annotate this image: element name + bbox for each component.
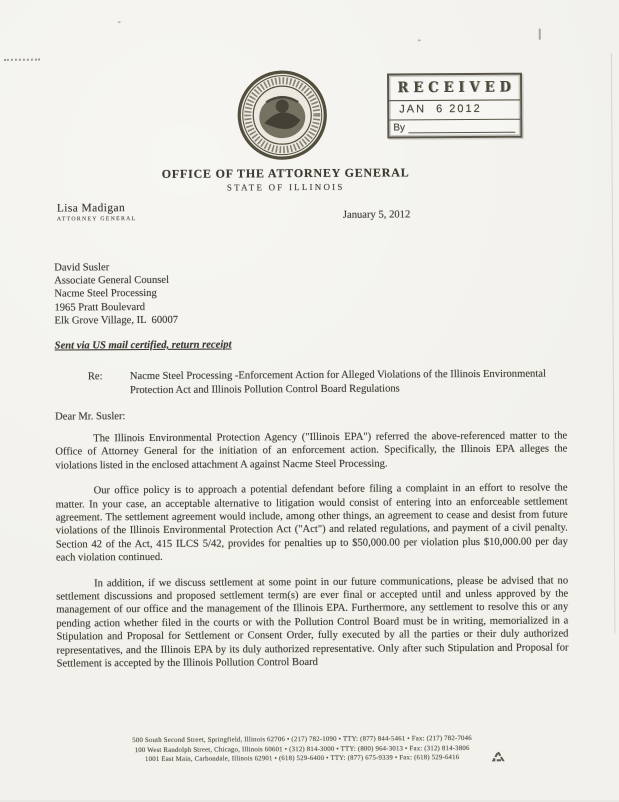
recipient-city-state-zip: Elk Grove Village, IL 60007 <box>54 314 179 327</box>
received-stamp-by-line <box>408 122 515 134</box>
attorney-general-name: Lisa Madigan <box>56 202 126 215</box>
received-stamp-word: RECEIVED <box>389 75 520 102</box>
attorney-general-title: ATTORNEY GENERAL <box>56 216 137 223</box>
received-stamp-by-label: By <box>393 122 406 134</box>
recipient-company: Nacme Steel Processing <box>54 288 157 300</box>
recipient-name: David Susler <box>54 262 110 274</box>
recipient-street: 1965 Pratt Boulevard <box>54 301 146 314</box>
paragraph-3: In addition, if we discuss settlement at some point in our future communications, please be advised that no settlement discussions and proposed settlement term(s) are ever final or accepted until and unless approved by the management of our office and the management of the Illinois EPA. Furthermore, any settlement to resolve this or any pending action whether filed in the courts or with the Pollution Control Board must be in writing, memorialized in a Stipulation and Proposal for Settlement or Consent Order, fully executed by all the parties or their duly authorized representatives, and the Illinois EPA by its duly authorized representative. Only after such Stipulation and Proposal for Settlement is accepted by the Illinois Pollution Control Board <box>56 575 569 670</box>
paragraph-1: The Illinois Environmental Protection Agency ("Illinois EPA") referred the above-referenced matter to the Office of Attorney General for the initiation of an enforcement action. Specifically, the Illinois EPA alleges the violations listed in the enclosed attachment A against Nacme Steel Processing. <box>55 430 568 472</box>
official-block <box>57 202 137 222</box>
received-stamp-by-row <box>389 120 520 137</box>
paragraph-2: Our office policy is to approach a potential defendant before filing a complaint in an effort to resolve the matter. In your case, an acceptable alternative to litigation would consist of entering into an enforceable settlement agreement. The settlement agreement would include, among other things, an agreement to cease and desist from future violations of the Illinois Environmental Protection Act ("Act") and related regulations, and payment of a civil penalty. Section 42 of the Act, 415 ILCS 5/42, provides for penalties up to $50,000.00 per violation plus $10,000.00 per day each violation continued. <box>55 482 568 564</box>
delivery-method-note: Sent via US mail certified, return receipt <box>54 339 232 352</box>
reference-line <box>55 367 566 397</box>
reference-label: Re: <box>87 371 103 383</box>
letter-body <box>55 429 569 683</box>
recycle-icon <box>491 750 505 762</box>
scan-artifact-dashes <box>4 59 40 61</box>
reference-text: Nacme Steel Processing -Enforcement Action for Alleged Violations of the Illinois Environmental Protection Act and Illinois Pollution Control Board Regulations <box>129 368 546 396</box>
footer-line-chicago: 100 West Randolph Street, Chicago, Illinois 60601 • (312) 814-3000 • TTY: (800) 964-3013 • Fax: (312) 814-3806 <box>134 744 470 754</box>
received-stamp <box>387 73 522 139</box>
scan-artifact-tick <box>539 29 541 40</box>
office-title: OFFICE OF THE ATTORNEY GENERAL <box>161 165 410 181</box>
salutation: Dear Mr. Susler: <box>55 411 126 423</box>
office-locations-footer <box>2 733 602 765</box>
scan-speck <box>118 21 121 23</box>
footer-line-carbondale: 1001 East Main, Carbondale, Illinois 62901 • (618) 529-6400 • TTY: (877) 675-9339 • Fax: (618) 529-6416 <box>145 754 460 764</box>
received-stamp-date: JAN 6 2012 <box>389 98 520 121</box>
footer-line-springfield: 500 South Second Street, Springfield, Illinois 62706 • (217) 782-1090 • TTY: (877) 844-5461 • Fax: (217) 782-7046 <box>132 735 472 745</box>
letter-date: January 5, 2012 <box>342 209 411 221</box>
illinois-state-seal-icon <box>236 69 329 162</box>
recipient-title: Associate General Counsel <box>54 275 170 287</box>
recipient-address-block <box>54 261 178 328</box>
scan-artifact-vertical-line <box>611 53 616 633</box>
scan-speck <box>418 39 421 41</box>
state-subtitle: STATE OF ILLINOIS <box>226 181 345 193</box>
